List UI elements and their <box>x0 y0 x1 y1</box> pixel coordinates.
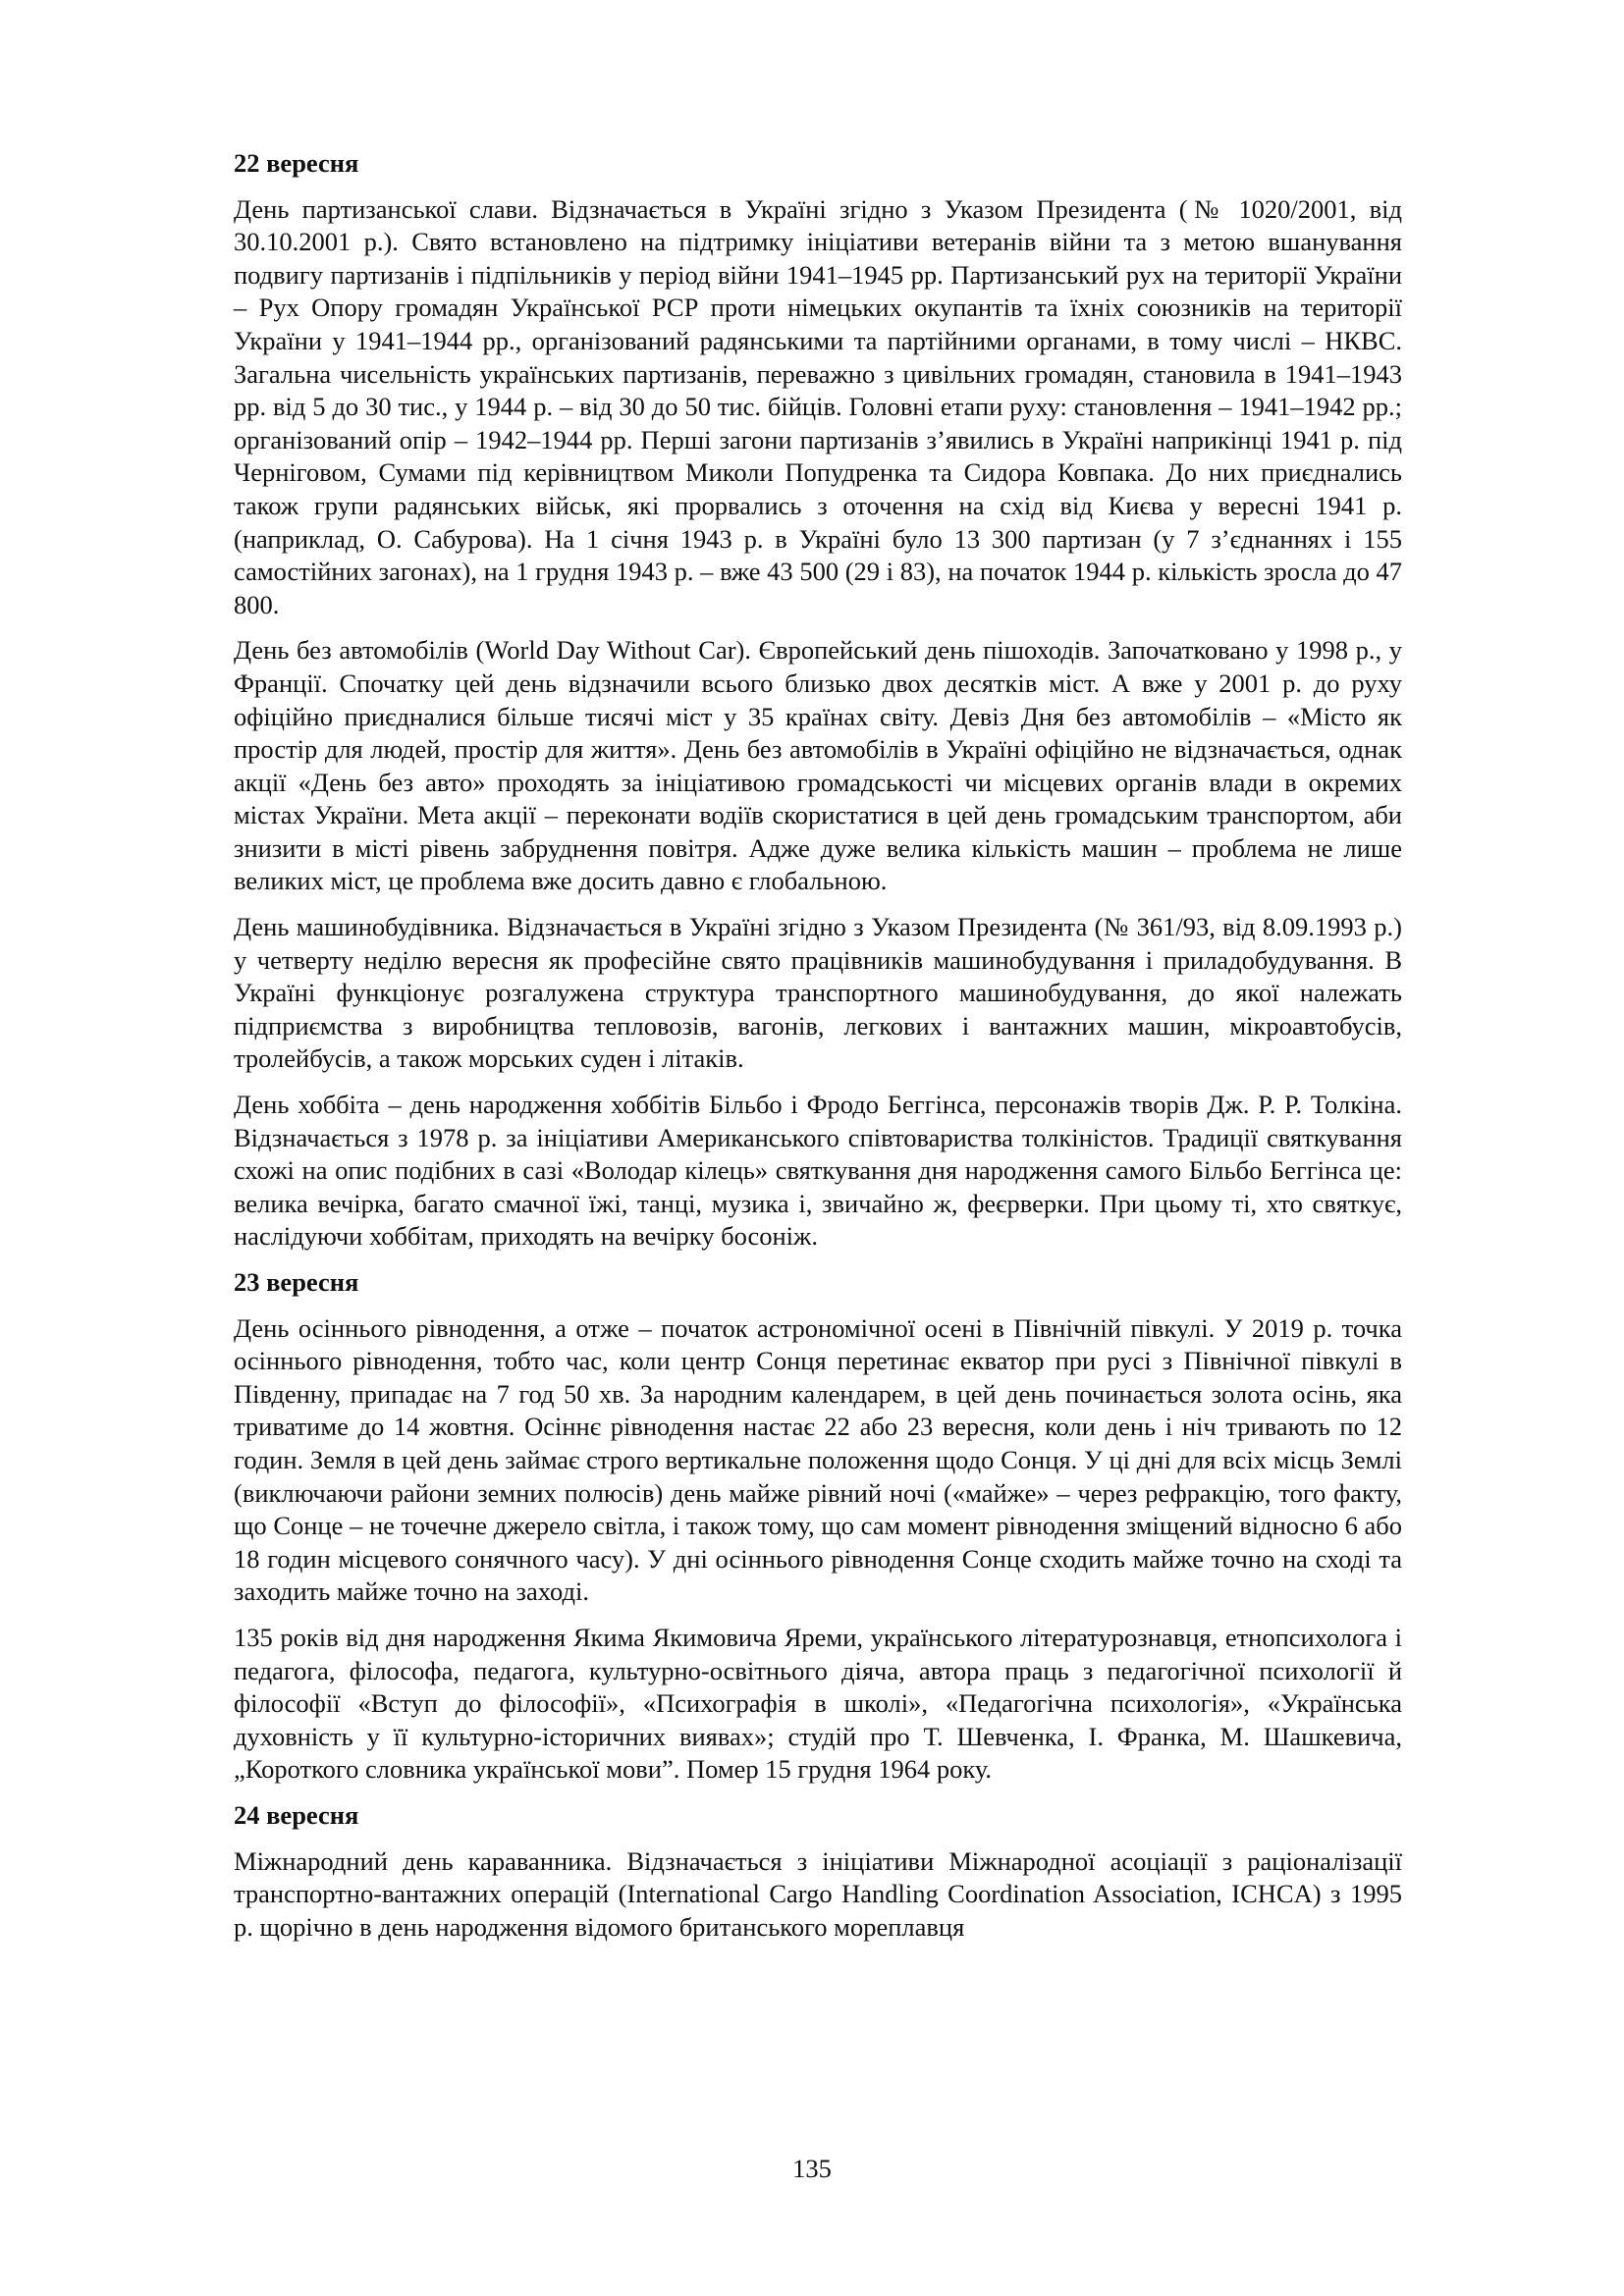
section-sep-24 <box>234 1799 1402 1944</box>
paragraph-autumn-equinox: День осіннього рівнодення, а отже – початок астрономічної осені в Північній півкулі. У 2019 р. точка осіннього рівнодення, тобто час, коли центр Сонця перетинає екватор при русі з Північної півкулі в Південну, припадає на 7 год 50 хв. За народним календарем, в цей день починається золота осінь, яка триватиме до 14 жовтня. Осіннє рівнодення настає 22 або 23 вересня, коли день і ніч тривають по 12 годин. Земля в цей день займає строго вертикальне положення щодо Сонця. У ці дні для всіх місць Землі (виключаючи райони земних полюсів) день майже рівний ночі («майже» – через рефракцію, того факту, що Сонце – не точечне джерело світла, і також тому, що сам момент рівнодення зміщений відносно 6 або 18 годин місцевого сонячного часу). У дні осіннього рівнодення Сонце сходить майже точно на сході та заходить майже точно на заході. <box>234 1312 1402 1607</box>
paragraph-partisan-glory-day: День партизанської слави. Відзначається в Україні згідно з Указом Президента (№ 1020/2001, від 30.10.2001 р.). Свято встановлено на підтримку ініціативи ветеранів війни та з метою вшанування подвигу партизанів і підпільників у період війни 1941–1945 рр. Партизанський рух на території України – Рух Опору громадян Української РСР проти німецьких окупантів та їхніх союзників на території України у 1941–1944 рр., організований радянськими та партійними органами, в тому числі – НКВС. Загальна чисельність українських партизанів, переважно з цивільних громадян, становила в 1941–1943 рр. від 5 до 30 тис., у 1944 р. – від 30 до 50 тис. бійців. Головні етапи руху: становлення – 1941–1942 рр.; організований опір – 1942–1944 рр. Перші загони партизанів з’явились в Україні наприкінці 1941 р. під Черніговом, Сумами під керівництвом Миколи Попудренка та Сидора Ковпака. До них приєднались також групи радянських військ, які прорвались з оточення на схід від Києва у вересні 1941 р. (наприклад, О. Сабурова). На 1 січня 1943 р. в Україні було 13 300 партизан (у 7 з’єднаннях і 155 самостійних загонах), на 1 грудня 1943 р. – вже 43 500 (29 і 83), на початок 1944 р. кількість зросла до 47 800. <box>234 193 1402 619</box>
section-heading: 22 вересня <box>234 148 359 178</box>
section-sep-22 <box>234 147 1402 1254</box>
section-sep-23 <box>234 1266 1402 1787</box>
paragraph-car-free-day: День без автомобілів (World Day Without Car). Європейський день пішоходів. Започатковано у 1998 р., у Франції. Спочатку цей день відзначили всього близько двох десятків міст. А вже у 2001 р. до руху офіційно приєдналися більше тисячі міст у 35 країнах світу. Девіз Дня без автомобілів – «Місто як простір для людей, простір для життя». День без автомобілів в Україні офіційно не відзначається, однак акції «День без авто» проходять за ініціативою громадськості чи місцевих органів влади в окремих містах України. Мета акції – переконати водіїв скористатися в цей день громадським транспортом, аби знизити в місті рівень забруднення повітря. Адже дуже велика кількість машин – проблема не лише великих міст, це проблема вже досить давно є глобальною. <box>234 635 1402 896</box>
paragraph-yarema-anniversary: 135 років від дня народження Якима Якимовича Яреми, українського літературознавця, етнопсихолога і педагога, філософа, педагога, культурно-освітнього діяча, автора праць з педагогічної психології й філософії «Вступ до філософії», «Психографія в школі», «Педагогічна психологія», «Українська духовність у її культурно-історичних виявах»; студій про Т. Шевченка, І. Франка, М. Шашкевича, „Короткого словника української мови”. Помер 15 грудня 1964 року. <box>234 1622 1402 1785</box>
section-heading: 24 вересня <box>234 1799 359 1830</box>
section-heading: 23 вересня <box>234 1267 359 1297</box>
page-number: 135 <box>792 2154 832 2183</box>
document-page <box>234 147 1402 2150</box>
paragraph-machine-builder-day: День машинобудівника. Відзначається в Україні згідно з Указом Президента (№ 361/93, від 8.09.1993 р.) у четверту неділю вересня як професійне свято працівників машинобудування і приладобудування. В Україні функціонує розгалужена структура транспортного машинобудування, до якої належать підприємства з виробництва тепловозів, вагонів, легкових і вантажних машин, мікроавтобусів, тролейбусів, а також морських суден і літаків. <box>234 912 1402 1074</box>
paragraph-hobbit-day: День хоббіта – день народження хоббітів Більбо і Фродо Беггінса, персонажів творів Дж. Р. Р. Толкіна. Відзначається з 1978 р. за ініціативи Американського співтовариства толкіністов. Традиції святкування схожі на опис подібних в сазі «Володар кілець» святкування дня народження самого Більбо Беггінса це: велика вечірка, багато смачної їжі, танці, музика і, звичайно ж, феєрверки. При цьому ті, хто святкує, наслідуючи хоббітам, приходять на вечірку босоніж. <box>234 1090 1402 1252</box>
paragraph-caravan-day: Міжнародний день караванника. Відзначається з ініціативи Міжнародної асоціації з раціоналізації транспортно-вантажних операцій (International Cargo Handling Coordination Association, ICHCA) з 1995 р. щорічно в день народження відомого британського мореплавця <box>234 1845 1402 1942</box>
